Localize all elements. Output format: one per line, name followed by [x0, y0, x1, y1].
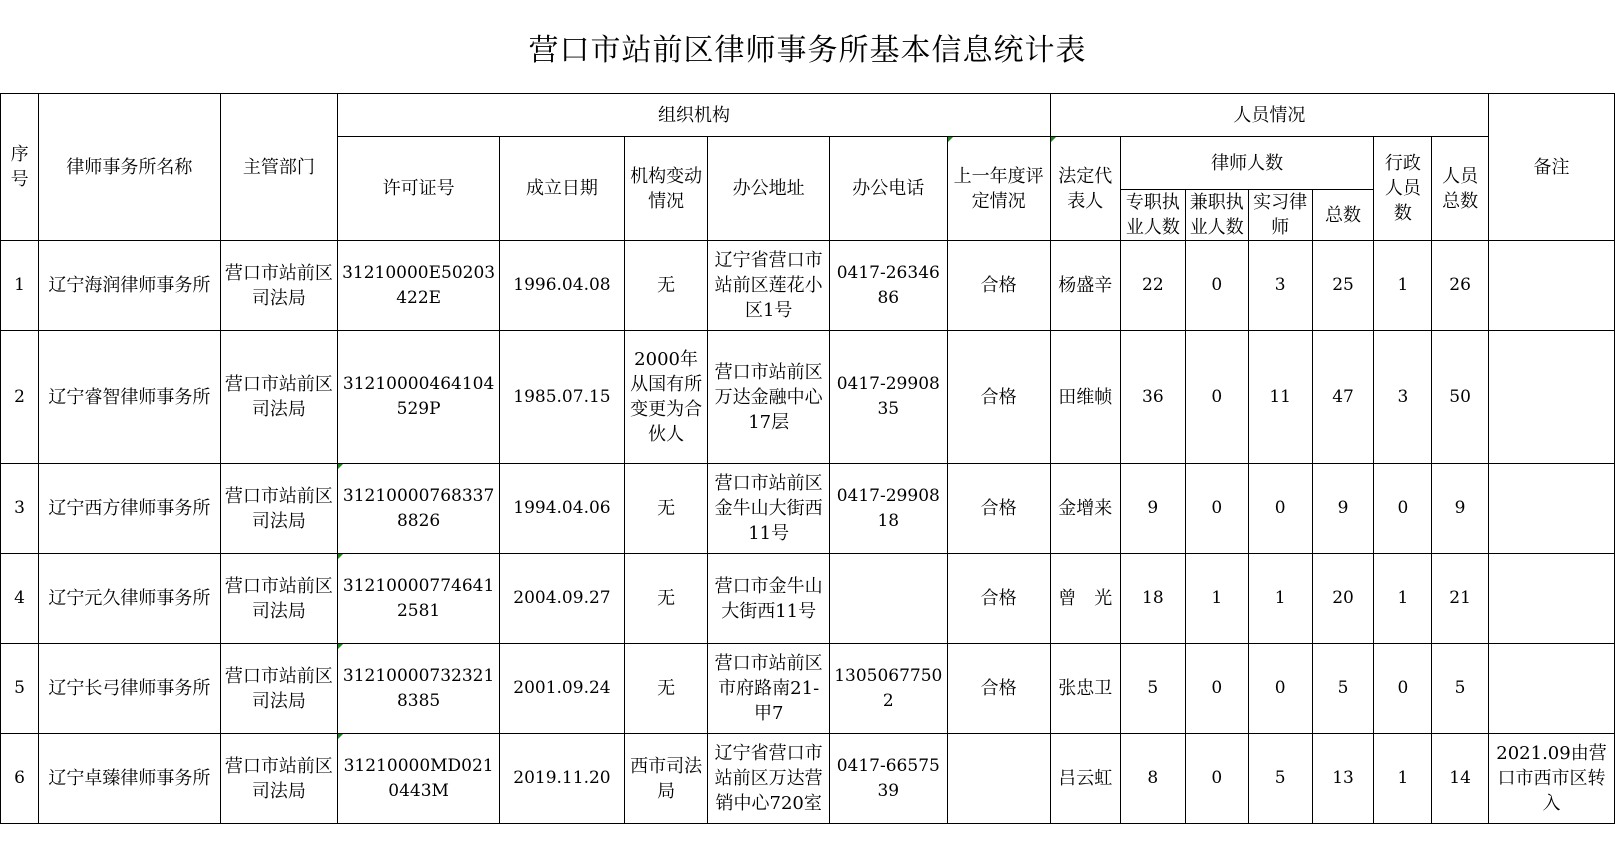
cell-intern: 5 [1248, 734, 1312, 824]
header-phone: 办公电话 [830, 137, 948, 241]
sheet-title: 营口市站前区律师事务所基本信息统计表 [528, 32, 1087, 68]
cell-fulltime: 8 [1120, 734, 1185, 824]
cell-remark [1488, 331, 1614, 464]
cell-lawyer-total: 9 [1312, 464, 1374, 554]
cell-lawyer-total: 20 [1312, 554, 1374, 644]
cell-admin: 1 [1374, 554, 1432, 644]
cell-rep: 曾 光 [1050, 554, 1120, 644]
cell-license: 31210000MD0210443M [338, 734, 500, 824]
header-dept: 主管部门 [220, 94, 338, 241]
cell-remark: 2021.09由营口市西市区转入 [1488, 734, 1614, 824]
cell-address: 辽宁省营口市站前区莲花小区1号 [708, 241, 830, 331]
law-firm-table [0, 93, 1615, 824]
cell-firm-name: 辽宁元久律师事务所 [39, 554, 220, 644]
cell-seq: 5 [1, 644, 39, 734]
header-change: 机构变动情况 [624, 137, 708, 241]
table-row [1, 734, 1615, 824]
cell-seq: 6 [1, 734, 39, 824]
cell-lawyer-total: 13 [1312, 734, 1374, 824]
cell-founded: 2004.09.27 [500, 554, 625, 644]
cell-phone: 0417-6657539 [830, 734, 948, 824]
cell-phone: 13050677502 [830, 644, 948, 734]
cell-firm-name: 辽宁卓臻律师事务所 [39, 734, 220, 824]
cell-founded: 1996.04.08 [500, 241, 625, 331]
cell-firm-name: 辽宁海润律师事务所 [39, 241, 220, 331]
cell-fulltime: 22 [1120, 241, 1185, 331]
cell-rating: 合格 [947, 554, 1050, 644]
header-parttime: 兼职执业人数 [1185, 190, 1248, 241]
header-rep: 法定代表人 [1050, 137, 1120, 241]
cell-remark [1488, 554, 1614, 644]
cell-address: 辽宁省营口市站前区万达营销中心720室 [708, 734, 830, 824]
cell-change: 无 [624, 241, 708, 331]
cell-intern: 0 [1248, 464, 1312, 554]
header-staff-total: 人员总数 [1432, 137, 1489, 241]
cell-phone: 0417-2634686 [830, 241, 948, 331]
cell-lawyer-total: 25 [1312, 241, 1374, 331]
header-rating: 上一年度评定情况 [947, 137, 1050, 241]
cell-intern: 0 [1248, 644, 1312, 734]
cell-admin: 3 [1374, 331, 1432, 464]
cell-staff-total: 9 [1432, 464, 1489, 554]
header-license: 许可证号 [338, 137, 500, 241]
cell-rep: 杨盛辛 [1050, 241, 1120, 331]
cell-rep: 张忠卫 [1050, 644, 1120, 734]
cell-seq: 2 [1, 331, 39, 464]
cell-fulltime: 18 [1120, 554, 1185, 644]
cell-address: 营口市站前区市府路南21-甲7 [708, 644, 830, 734]
cell-firm-name: 辽宁西方律师事务所 [39, 464, 220, 554]
cell-intern: 11 [1248, 331, 1312, 464]
cell-firm-name: 辽宁长弓律师事务所 [39, 644, 220, 734]
cell-seq: 4 [1, 554, 39, 644]
header-address: 办公地址 [708, 137, 830, 241]
header-personnel: 人员情况 [1050, 94, 1488, 137]
cell-fulltime: 36 [1120, 331, 1185, 464]
cell-fulltime: 9 [1120, 464, 1185, 554]
cell-fulltime: 5 [1120, 644, 1185, 734]
cell-phone: 0417-2990835 [830, 331, 948, 464]
cell-staff-total: 5 [1432, 644, 1489, 734]
cell-firm-name: 辽宁睿智律师事务所 [39, 331, 220, 464]
cell-staff-total: 50 [1432, 331, 1489, 464]
header-org: 组织机构 [338, 94, 1051, 137]
table-row [1, 644, 1615, 734]
cell-rating: 合格 [947, 464, 1050, 554]
cell-lawyer-total: 47 [1312, 331, 1374, 464]
cell-change: 西市司法局 [624, 734, 708, 824]
cell-phone [830, 554, 948, 644]
header-lawyers: 律师人数 [1120, 137, 1374, 190]
cell-parttime: 0 [1185, 644, 1248, 734]
cell-founded: 1985.07.15 [500, 331, 625, 464]
header-fulltime: 专职执业人数 [1120, 190, 1185, 241]
header-lawyer-total: 总数 [1312, 190, 1374, 241]
cell-rep: 吕云虹 [1050, 734, 1120, 824]
cell-address: 营口市金牛山大街西11号 [708, 554, 830, 644]
cell-admin: 1 [1374, 734, 1432, 824]
cell-remark [1488, 464, 1614, 554]
header-remark: 备注 [1488, 94, 1614, 241]
table-row [1, 464, 1615, 554]
header-firm-name: 律师事务所名称 [39, 94, 220, 241]
cell-change: 无 [624, 644, 708, 734]
cell-founded: 2019.11.20 [500, 734, 625, 824]
cell-dept: 营口市站前区司法局 [220, 554, 338, 644]
cell-dept: 营口市站前区司法局 [220, 464, 338, 554]
cell-parttime: 1 [1185, 554, 1248, 644]
cell-dept: 营口市站前区司法局 [220, 644, 338, 734]
cell-address: 营口市站前区万达金融中心17层 [708, 331, 830, 464]
cell-admin: 1 [1374, 241, 1432, 331]
cell-license: 312100007683378826 [338, 464, 500, 554]
cell-admin: 0 [1374, 464, 1432, 554]
cell-rating [947, 734, 1050, 824]
header-founded: 成立日期 [500, 137, 625, 241]
cell-phone: 0417-2990818 [830, 464, 948, 554]
cell-rep: 金增来 [1050, 464, 1120, 554]
cell-rating: 合格 [947, 241, 1050, 331]
cell-remark [1488, 644, 1614, 734]
cell-intern: 1 [1248, 554, 1312, 644]
cell-staff-total: 26 [1432, 241, 1489, 331]
cell-parttime: 0 [1185, 331, 1248, 464]
cell-parttime: 0 [1185, 734, 1248, 824]
header-intern: 实习律师 [1248, 190, 1312, 241]
header-row-1 [1, 94, 1615, 137]
cell-seq: 3 [1, 464, 39, 554]
cell-parttime: 0 [1185, 241, 1248, 331]
table-row [1, 331, 1615, 464]
cell-seq: 1 [1, 241, 39, 331]
cell-remark [1488, 241, 1614, 331]
cell-rep: 田维帧 [1050, 331, 1120, 464]
cell-rating: 合格 [947, 331, 1050, 464]
cell-dept: 营口市站前区司法局 [220, 331, 338, 464]
header-seq: 序号 [1, 94, 39, 241]
cell-address: 营口市站前区金牛山大街西11号 [708, 464, 830, 554]
cell-license: 31210000E50203422E [338, 241, 500, 331]
cell-dept: 营口市站前区司法局 [220, 734, 338, 824]
cell-license: 312100007323218385 [338, 644, 500, 734]
cell-rating: 合格 [947, 644, 1050, 734]
cell-admin: 0 [1374, 644, 1432, 734]
cell-intern: 3 [1248, 241, 1312, 331]
table-row [1, 554, 1615, 644]
cell-staff-total: 21 [1432, 554, 1489, 644]
table-row [1, 241, 1615, 331]
cell-change: 无 [624, 464, 708, 554]
header-admin: 行政人员数 [1374, 137, 1432, 241]
cell-founded: 2001.09.24 [500, 644, 625, 734]
cell-lawyer-total: 5 [1312, 644, 1374, 734]
cell-staff-total: 14 [1432, 734, 1489, 824]
cell-license: 312100007746412581 [338, 554, 500, 644]
cell-license: 31210000464104529P [338, 331, 500, 464]
cell-parttime: 0 [1185, 464, 1248, 554]
cell-founded: 1994.04.06 [500, 464, 625, 554]
cell-dept: 营口市站前区司法局 [220, 241, 338, 331]
cell-change: 无 [624, 554, 708, 644]
cell-change: 2000年从国有所变更为合伙人 [624, 331, 708, 464]
